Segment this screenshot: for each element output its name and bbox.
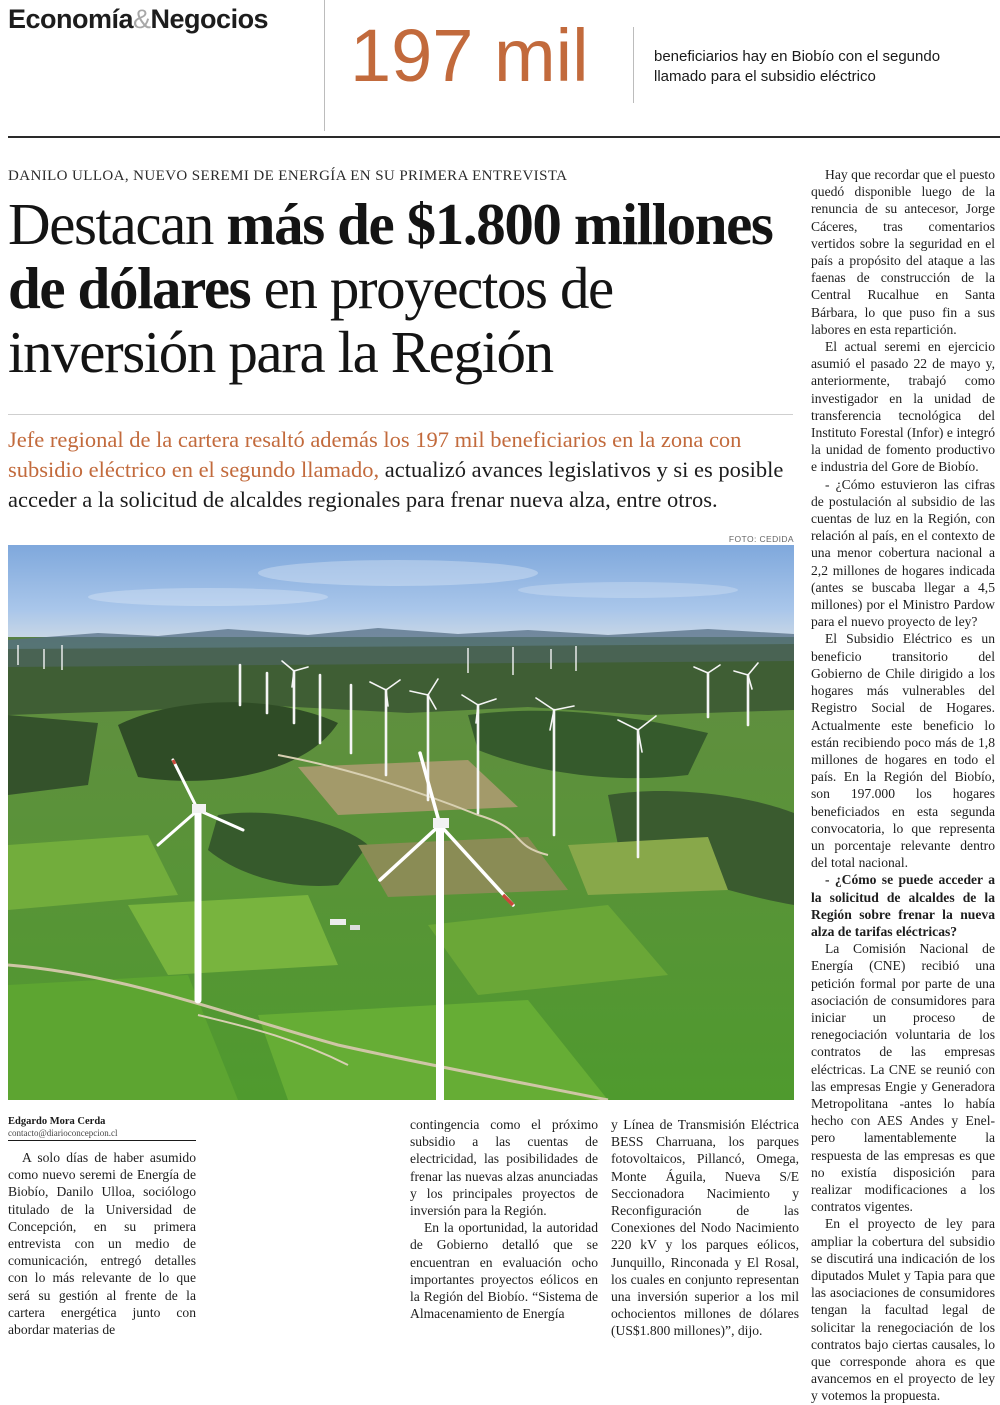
section-title-part2: Negocios — [150, 4, 269, 34]
headline-bold: más de $1.800 millones de dólares — [8, 191, 773, 321]
byline-email: contacto@diarioconcepcion.cl — [8, 1128, 118, 1138]
deck-rule — [8, 414, 793, 415]
byline-name: Edgardo Mora Cerda — [8, 1116, 106, 1127]
question: - ¿Cómo estuvieron las cifras de postulación al subsidio de las cuentas de luz en la Región, con relación al país, en el contexto de una menor cobertura nacional a 2,2 millones de hogares indicada (antes se buscaba llegar a 4,5 millones) por el Ministro Pardow para el nuevo proyecto de ley? — [811, 476, 995, 630]
section-title-ampersand: & — [133, 4, 151, 34]
body-column-2 — [410, 1116, 598, 1322]
header-divider-left — [324, 0, 325, 131]
deck — [8, 425, 798, 515]
section-title-part1: Economía — [8, 4, 134, 34]
paragraph: Hay que recordar que el puesto quedó disponible luego de la renuncia de su antecesor, Jorge Cáceres, tras comentarios vertidos sobre la seguridad en el país a propósito del ataque a las faenas de construcción de la Central Rucalhue en Santa Bárbara, lo que puso fin a sus labores en esta repartición. — [811, 167, 995, 337]
body-column-3 — [611, 1116, 799, 1340]
headline-tail: en proyectos de inversión para la Región — [8, 255, 613, 385]
question: - ¿Cómo se puede acceder a la solicitud de alcaldes de la Región sobre frenar la nueva alza de tarifas eléctricas? — [811, 872, 995, 939]
headline-lead: Destacan — [8, 191, 227, 257]
deck-rest: actualizó avances legislativos y si es posible acceder a la solicitud de alcaldes regionales para frenar nueva alza, entre otros. — [8, 457, 784, 512]
paragraph: El Subsidio Eléctrico es un beneficio transitorio del Gobierno de Chile dirigido a los hogares más vulnerables del Registro Social de Hogares. Actualmente este beneficio lo están recibiendo poco más de 1,8 millones de hogares en todo el país. En la Región del Biobío, son 197.000 los hogares beneficiados en esta segunda convocatoria, lo que representa un porcentaje relevante dentro del total nacional. — [811, 631, 995, 871]
paragraph: contingencia como el próximo subsidio a las cuentas de electricidad, las posibilidades de frenar las nuevas alzas anunciadas y los principales proyectos de inversión para la Región. — [410, 1117, 598, 1219]
paragraph: y Línea de Transmisión Eléctrica BESS Charruana, los parques fotovoltaicos, Pillancó, Omega, Monte Águila, Nueva S/E Seccionadora Nacimiento y Reconfiguración de las Conexiones del Nodo Nacimiento 220 kV y los parques eólicos, Junquillo, Rinconada y El Rosal, los cuales en conjunto representan una inversión superior a los mil ochocientos millones de dólares (US$1.800 millones)”, dijo. — [611, 1117, 799, 1339]
stat-caption: beneficiarios hay en Biobío con el segundo llamado para el subsidio eléctrico — [654, 48, 941, 85]
header-divider-right — [633, 27, 634, 103]
paragraph: En la oportunidad, la autoridad de Gobierno detalló que se encuentran en evaluación ocho importantes proyectos eólicos en la Región del Biobío. “Sistema de Almacenamiento de Energía — [410, 1220, 598, 1322]
paragraph: En el proyecto de ley para ampliar la cobertura del subsidio se discutirá una indicación de los diputados Mulet y Tapia para que las asociaciones de consumidores tengan la facultad legal de solicitar la renegociación de los contratos bajo ciertas causales, lo que corresponde ahora es que avancemos en el proyecto de ley y votemos la propuesta. — [811, 1216, 995, 1404]
sidebar-column — [811, 166, 995, 1405]
wind-farm-photo — [8, 545, 794, 1100]
paragraph: El actual seremi en ejercicio asumió el pasado 22 de mayo y, anteriormente, trabajó como investigador en la unidad de transferencia tecnológica del Instituto Forestal (Infor) e integró la unidad de fomento productivo e industria del Gore de Biobío. — [811, 339, 995, 475]
deck-highlight: Jefe regional de la cartera resaltó además los 197 mil beneficiarios en la zona con subsidio eléctrico en el segundo llamado, — [8, 427, 742, 482]
headline — [8, 192, 798, 384]
paragraph: A solo días de haber asumido como nuevo seremi de Energía de Biobío, Danilo Ulloa, sociólogo titulado de la Universidad de Concepción, en su primera entrevista con un medio de comunicación, entregó detalles con lo más relevante de lo que será su gestión al frente de la cartera energética junto con abordar materias de — [8, 1150, 196, 1338]
stat-number: 197 mil — [350, 14, 589, 97]
paragraph: La Comisión Nacional de Energía (CNE) recibió una petición formal por parte de una asociación de consumidores para iniciar un proceso de renegociación voluntaria de los contratos de las empresas eléctricas. La CNE se reunió con las empresas Engie y Generadora Metropolitana -antes lo había hecho con AES Andes y Enel- pero lamentablemente la respuesta de las empresas es que no existía disposición para realizar modificaciones a los contratos vigentes. — [811, 941, 995, 1215]
photo-credit: FOTO: CEDIDA — [728, 534, 794, 544]
section-title — [8, 4, 268, 35]
kicker: DANILO ULLOA, NUEVO SEREMI DE ENERGÍA EN SU PRIMERA ENTREVISTA — [8, 168, 568, 184]
body-column-1 — [8, 1149, 196, 1338]
byline-rule — [8, 1140, 196, 1141]
header-rule — [8, 136, 1000, 138]
